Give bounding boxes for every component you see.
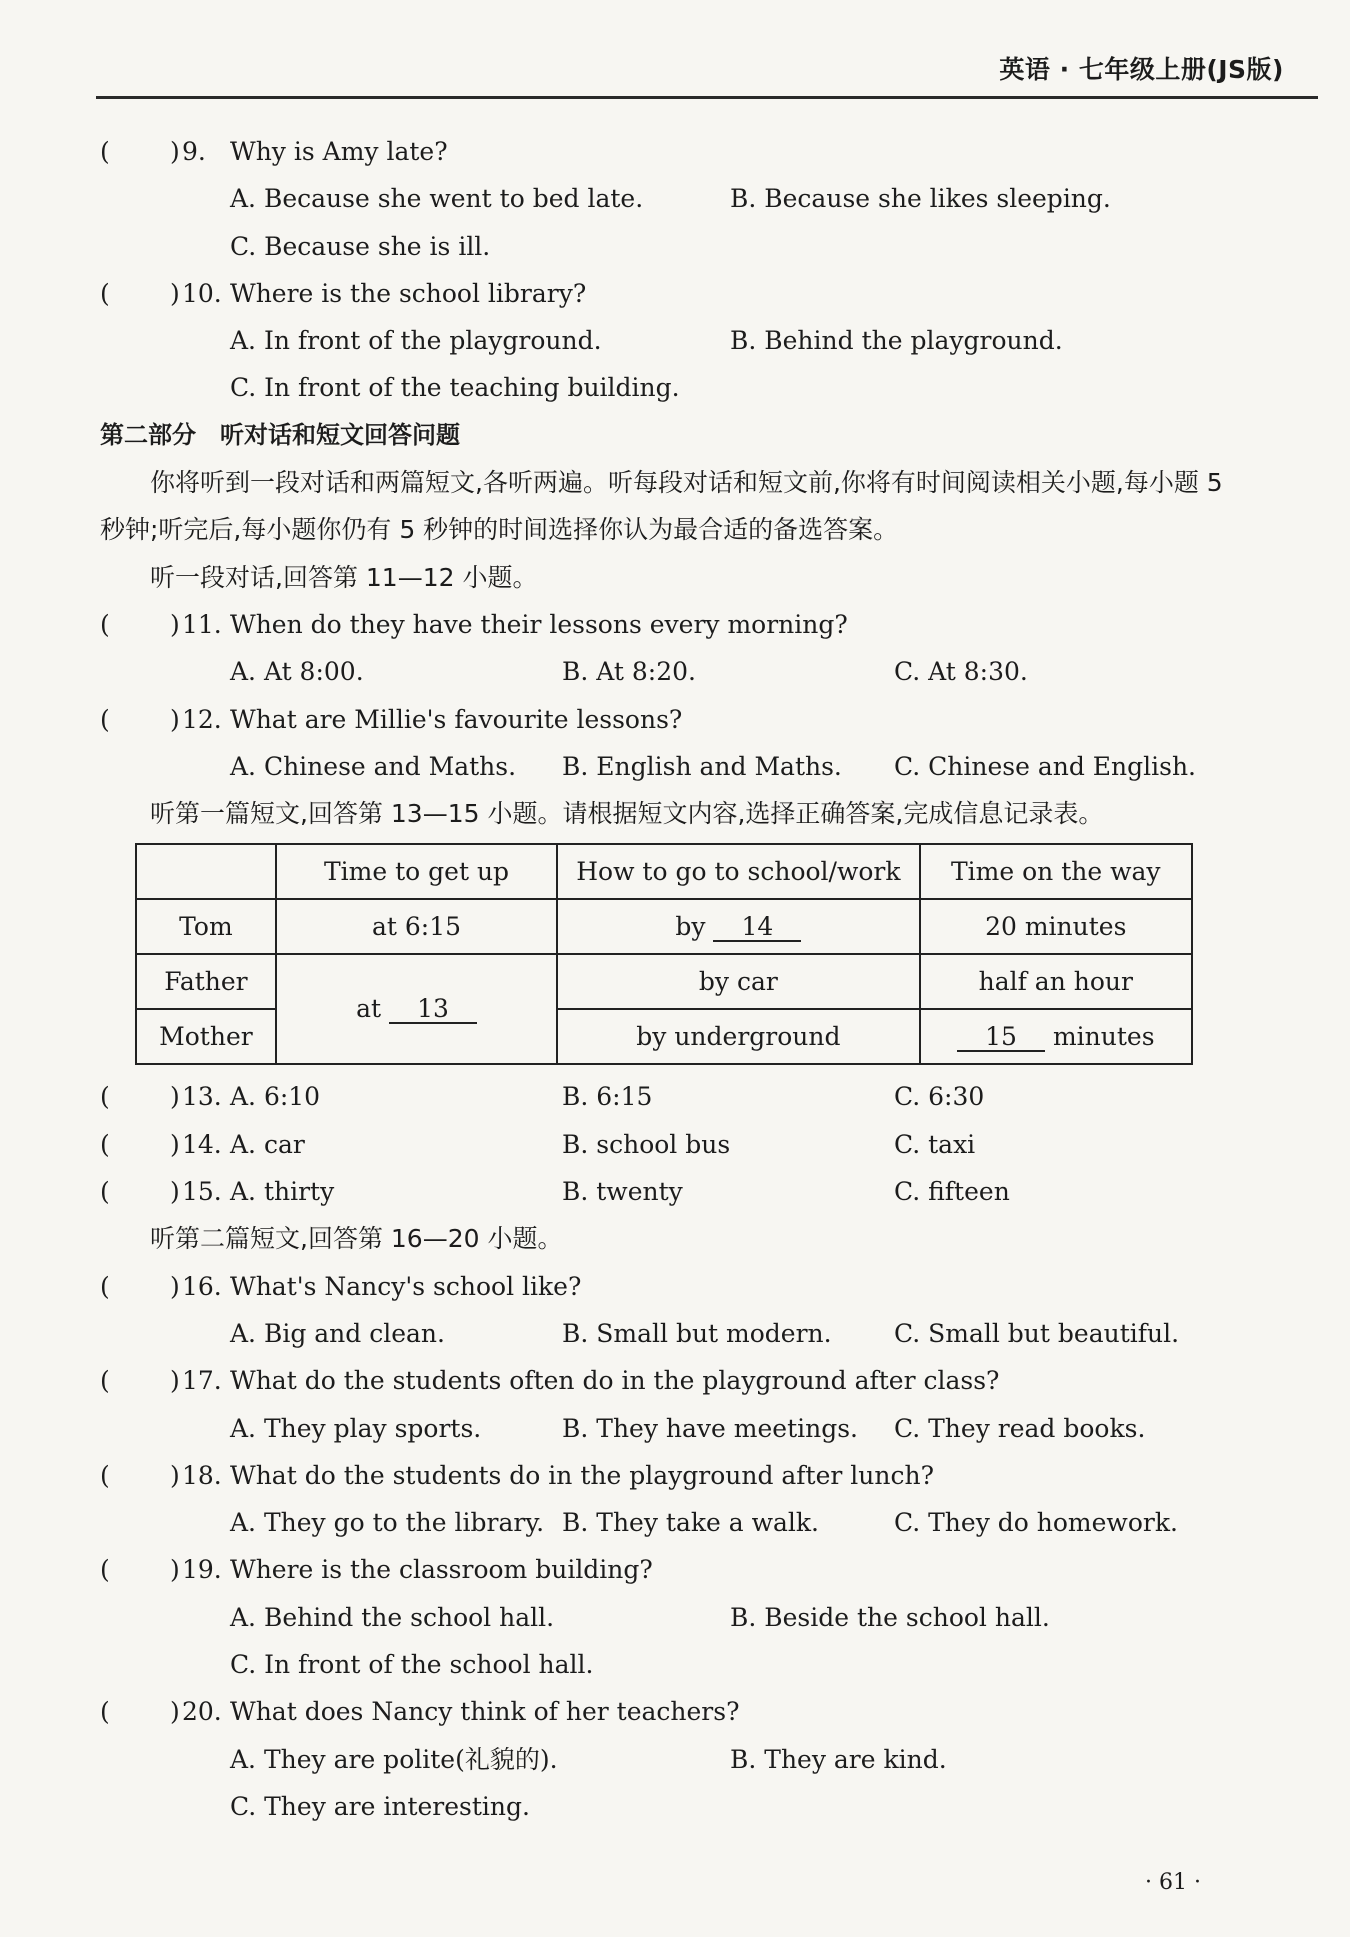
blank-14[interactable]: 14 [713,914,801,942]
options-row [100,743,1250,790]
answer-paren-right: ) [170,278,180,308]
question-number: 15. [182,1177,222,1207]
answer-paren-left: ( [100,1271,110,1301]
options-row [100,1736,1250,1783]
options-row [100,648,1250,695]
page-number: · 61 · [1145,1870,1201,1895]
option-a: A. thirty [230,1177,335,1207]
options-row [100,317,1250,364]
question-number: 12. [182,704,222,734]
option-c: C. At 8:30. [894,657,1028,687]
option-c: C. Small but beautiful. [894,1318,1180,1348]
option-c: C. Chinese and English. [894,751,1197,781]
question-text: Where is the school library? [230,278,587,308]
blank-15[interactable]: 15 [957,1024,1045,1052]
question-row [100,1073,1250,1120]
answer-paren-right: ) [170,1697,180,1727]
question-row [100,1546,1250,1593]
question-row [100,1263,1250,1310]
question-row [100,1357,1250,1404]
option-b: B. They are kind. [730,1744,947,1774]
page-header [96,48,1318,99]
info-record-table [135,843,1193,1065]
option-b: B. Beside the school hall. [730,1602,1050,1632]
table-cell [276,954,557,1064]
option-c: C. In front of the teaching building. [230,373,680,403]
table-header-cell: Time on the way [920,844,1192,899]
options-row [100,175,1250,222]
options-row [100,364,1250,411]
question-text: What does Nancy think of her teachers? [230,1697,740,1727]
question-text: What do the students do in the playground after lunch? [230,1460,935,1490]
row-label: Tom [136,899,276,954]
option-a: A. 6:10 [230,1082,321,1112]
options-row [100,1594,1250,1641]
option-c: C. They read books. [894,1413,1146,1443]
question-text: What are Millie's favourite lessons? [230,704,683,734]
option-c: C. They do homework. [894,1508,1178,1538]
option-b: B. Behind the playground. [730,326,1063,356]
option-a: A. Chinese and Maths. [230,751,517,781]
option-c: C. fifteen [894,1177,1010,1207]
table-header-cell [136,844,276,899]
option-b: B. Because she likes sleeping. [730,184,1111,214]
answer-paren-left: ( [100,1697,110,1727]
table-row [136,899,1192,954]
answer-paren-left: ( [100,704,110,734]
table-header-cell: Time to get up [276,844,557,899]
question-row [100,601,1250,648]
question-text: Where is the classroom building? [230,1555,653,1585]
question-number: 16. [182,1271,222,1301]
question-number: 18. [182,1460,222,1490]
table-cell: half an hour [920,954,1192,1009]
question-number: 17. [182,1366,222,1396]
option-a: A. They go to the library. [230,1508,545,1538]
subsection-instruction: 听一段对话,回答第 11—12 小题。 [150,562,538,592]
option-b: B. They take a walk. [562,1508,819,1538]
row-label: Mother [136,1009,276,1064]
answer-paren-left: ( [100,1082,110,1112]
answer-paren-right: ) [170,1366,180,1396]
table-row [136,954,1192,1009]
question-row [100,1688,1250,1735]
answer-paren-right: ) [170,1129,180,1159]
options-row [100,1783,1250,1830]
cell-text: minutes [1052,1021,1155,1051]
question-row [100,128,1250,175]
question-row [100,1452,1250,1499]
question-number: 11. [182,609,222,639]
question-number: 10. [182,278,222,308]
table-cell [920,1009,1192,1064]
option-a: A. car [230,1129,305,1159]
question-number: 13. [182,1082,222,1112]
answer-paren-left: ( [100,1366,110,1396]
option-a: A. In front of the playground. [230,326,602,356]
option-c: C. Because she is ill. [230,231,491,261]
option-a: A. At 8:00. [230,657,364,687]
question-row [100,270,1250,317]
section-title [100,412,1250,459]
option-b: B. They have meetings. [562,1413,858,1443]
answer-paren-right: ) [170,137,180,166]
blank-13[interactable]: 13 [389,996,477,1024]
option-a: A. They are polite(礼貌的). [230,1744,558,1774]
table-header-row [136,844,1192,899]
answer-paren-right: ) [170,1460,180,1490]
answer-paren-right: ) [170,1555,180,1585]
options-row [100,223,1250,270]
option-a: A. Because she went to bed late. [230,184,644,214]
option-b: B. Small but modern. [562,1318,832,1348]
question-number: 14. [182,1129,222,1159]
option-c: C. taxi [894,1129,976,1159]
question-text: What do the students often do in the playground after class? [230,1366,1000,1396]
answer-paren-left: ( [100,278,110,308]
table-cell: at 6:15 [276,899,557,954]
answer-paren-right: ) [170,1177,180,1207]
option-b: B. twenty [562,1177,683,1207]
question-row [100,1121,1250,1168]
option-c: C. They are interesting. [230,1791,530,1821]
options-row [100,1499,1250,1546]
question-row [100,1168,1250,1215]
question-row [100,696,1250,743]
question-number: 20. [182,1697,222,1727]
option-b: B. English and Maths. [562,751,842,781]
answer-paren-left: ( [100,1460,110,1490]
subsection-instruction: 听第二篇短文,回答第 16—20 小题。 [150,1224,563,1254]
question-text: What's Nancy's school like? [230,1271,582,1301]
answer-paren-right: ) [170,1271,180,1301]
answer-paren-right: ) [170,609,180,639]
answer-paren-left: ( [100,137,110,166]
subsection-instruction: 听第一篇短文,回答第 13—15 小题。请根据短文内容,选择正确答案,完成信息记录表。 [150,799,1104,829]
options-row [100,1641,1250,1688]
answer-paren-left: ( [100,1129,110,1159]
option-b: B. 6:15 [562,1082,653,1112]
option-c: C. 6:30 [894,1082,985,1112]
cell-text: by [675,911,706,941]
option-b: B. At 8:20. [562,657,696,687]
answer-paren-left: ( [100,1555,110,1585]
options-row [100,1405,1250,1452]
question-number: 19. [182,1555,222,1585]
question-text: When do they have their lessons every morning? [230,609,848,639]
question-number: 9. [182,137,206,166]
question-text: Why is Amy late? [230,137,448,166]
options-row [100,1310,1250,1357]
answer-paren-right: ) [170,704,180,734]
table-cell: 20 minutes [920,899,1192,954]
answer-paren-right: ) [170,1082,180,1112]
cell-text: at [356,994,382,1023]
header-title: 英语 · 七年级上册(JS版) [999,55,1284,84]
row-label: Father [136,954,276,1009]
option-a: A. Behind the school hall. [230,1602,555,1632]
table-cell [557,899,919,954]
section-title-part: 第二部分 [100,420,196,449]
answer-paren-left: ( [100,609,110,639]
table-header-cell: How to go to school/work [557,844,919,899]
option-c: C. In front of the school hall. [230,1650,594,1680]
option-b: B. school bus [562,1129,731,1159]
option-a: A. Big and clean. [230,1318,445,1348]
table-cell: by underground [557,1009,919,1064]
section-instructions: 你将听到一段对话和两篇短文,各听两遍。听每段对话和短文前,你将有时间阅读相关小题,每小题 5 秒钟;听完后,每小题你仍有 5 秒钟的时间选择你认为最合适的备选答案。 [100,468,1223,545]
option-a: A. They play sports. [230,1413,482,1443]
table-cell: by car [557,954,919,1009]
answer-paren-left: ( [100,1177,110,1207]
section-title-name: 听对话和短文回答问题 [220,420,460,449]
